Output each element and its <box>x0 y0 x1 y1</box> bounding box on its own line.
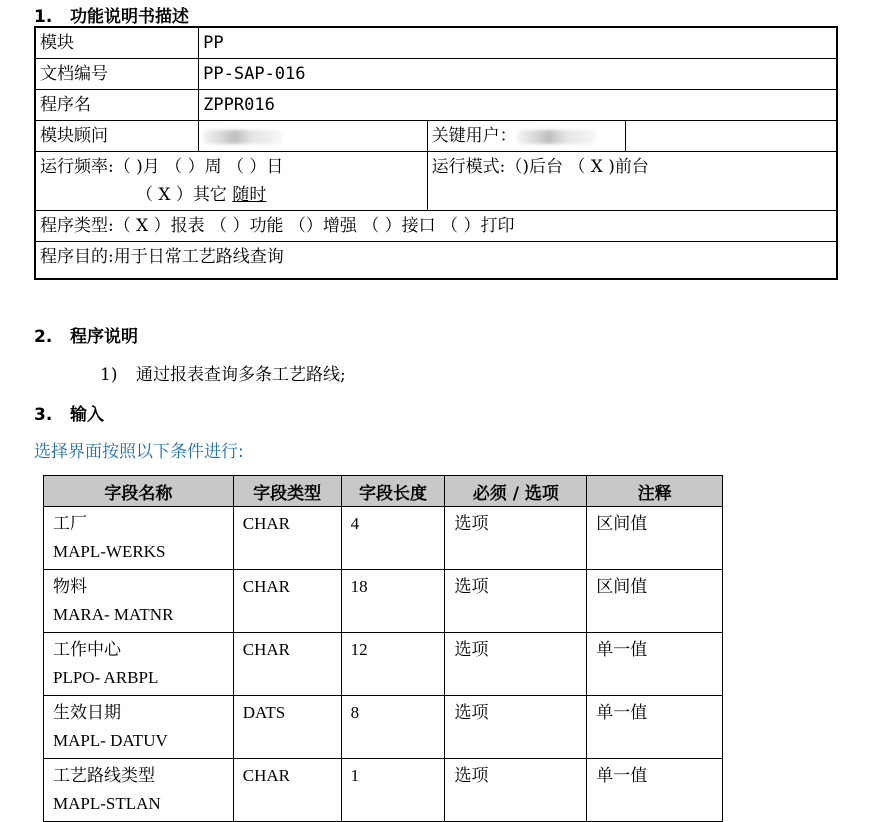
field-name: 物料 <box>53 577 87 597</box>
section-number: 3. <box>34 405 53 425</box>
spec-table <box>34 26 838 280</box>
purpose-cell: 程序目的:用于日常工艺路线查询 <box>35 242 837 280</box>
table-row <box>44 570 723 633</box>
redacted-name <box>203 130 283 144</box>
field-required: 选项 <box>445 696 587 759</box>
module-value: PP <box>199 27 837 59</box>
field-type: DATS <box>233 696 341 759</box>
frequency-row <box>35 152 837 211</box>
doc-label: 文档编号 <box>35 59 199 90</box>
field-length: 8 <box>341 696 445 759</box>
column-header: 字段类型 <box>233 476 341 507</box>
field-name-cell <box>44 507 234 570</box>
field-code: MAPL- DATUV <box>53 731 168 750</box>
field-length: 4 <box>341 507 445 570</box>
field-length: 12 <box>341 633 445 696</box>
list-item-number: 1) <box>100 365 118 385</box>
consultant-value <box>199 121 427 152</box>
section-title: 功能说明书描述 <box>70 7 189 27</box>
consultant-label: 模块顾问 <box>35 121 199 152</box>
program-value: ZPPR016 <box>199 90 837 121</box>
column-header: 字段长度 <box>341 476 445 507</box>
list-item-text: 通过报表查询多条工艺路线; <box>136 365 346 385</box>
field-type: CHAR <box>233 507 341 570</box>
field-code: MAPL-STLAN <box>53 794 161 813</box>
field-name: 工作中心 <box>53 640 121 660</box>
purpose-row <box>35 242 837 280</box>
field-name-cell <box>44 570 234 633</box>
table-row <box>44 633 723 696</box>
field-length: 1 <box>341 759 445 822</box>
section-1-heading <box>34 2 189 27</box>
keyuser-label: 关键用户： <box>431 126 517 146</box>
field-required: 选项 <box>445 633 587 696</box>
field-name-cell <box>44 633 234 696</box>
field-type: CHAR <box>233 759 341 822</box>
fields-table <box>43 475 723 822</box>
field-required: 选项 <box>445 759 587 822</box>
field-code: MARA- MATNR <box>53 605 174 624</box>
field-note: 单一值 <box>587 633 723 696</box>
field-note: 单一值 <box>587 696 723 759</box>
field-required: 选项 <box>445 570 587 633</box>
field-name-cell <box>44 759 234 822</box>
column-header: 必须 / 选项 <box>445 476 587 507</box>
frequency-cell <box>35 152 427 211</box>
field-name: 工厂 <box>53 514 87 534</box>
section-2-heading <box>34 322 138 347</box>
doc-row <box>35 59 837 90</box>
module-row <box>35 27 837 59</box>
consultant-row <box>35 121 837 152</box>
field-note: 单一值 <box>587 759 723 822</box>
frequency-other-value: 随时 <box>232 185 267 205</box>
table-row <box>44 696 723 759</box>
field-name: 工艺路线类型 <box>53 766 155 786</box>
type-cell: 程序类型:（ X ）报表 （ ）功能 （）增强 （ ）接口 （ ）打印 <box>35 211 837 242</box>
section-number: 1. <box>34 7 53 27</box>
section-3-heading <box>34 400 104 425</box>
field-note: 区间值 <box>587 507 723 570</box>
doc-value: PP-SAP-016 <box>199 59 837 90</box>
table-row <box>44 507 723 570</box>
program-label: 程序名 <box>35 90 199 121</box>
keyuser-value <box>626 121 837 152</box>
field-code: MAPL-WERKS <box>53 542 166 561</box>
list-item <box>100 360 346 385</box>
fields-header-row <box>44 476 723 507</box>
frequency-line-1: 运行频率:（ )月 （ ）周 （ ）日 <box>40 157 284 177</box>
keyuser-cell <box>427 121 626 152</box>
field-code: PLPO- ARBPL <box>53 668 159 687</box>
frequency-other: （ X ）其它 <box>136 185 227 205</box>
type-row <box>35 211 837 242</box>
mode-cell: 运行模式:（)后台 （ X )前台 <box>427 152 837 211</box>
frequency-line-2 <box>40 181 423 209</box>
intro-text: 选择界面按照以下条件进行: <box>34 442 244 462</box>
column-header: 字段名称 <box>44 476 234 507</box>
column-header: 注释 <box>587 476 723 507</box>
module-label: 模块 <box>35 27 199 59</box>
section-number: 2. <box>34 327 53 347</box>
table-row <box>44 759 723 822</box>
field-name: 生效日期 <box>53 703 121 723</box>
program-row <box>35 90 837 121</box>
field-name-cell <box>44 696 234 759</box>
section-title: 输入 <box>70 405 104 425</box>
redacted-name <box>517 130 597 144</box>
field-type: CHAR <box>233 633 341 696</box>
field-length: 18 <box>341 570 445 633</box>
section-title: 程序说明 <box>70 327 138 347</box>
field-note: 区间值 <box>587 570 723 633</box>
field-required: 选项 <box>445 507 587 570</box>
field-type: CHAR <box>233 570 341 633</box>
